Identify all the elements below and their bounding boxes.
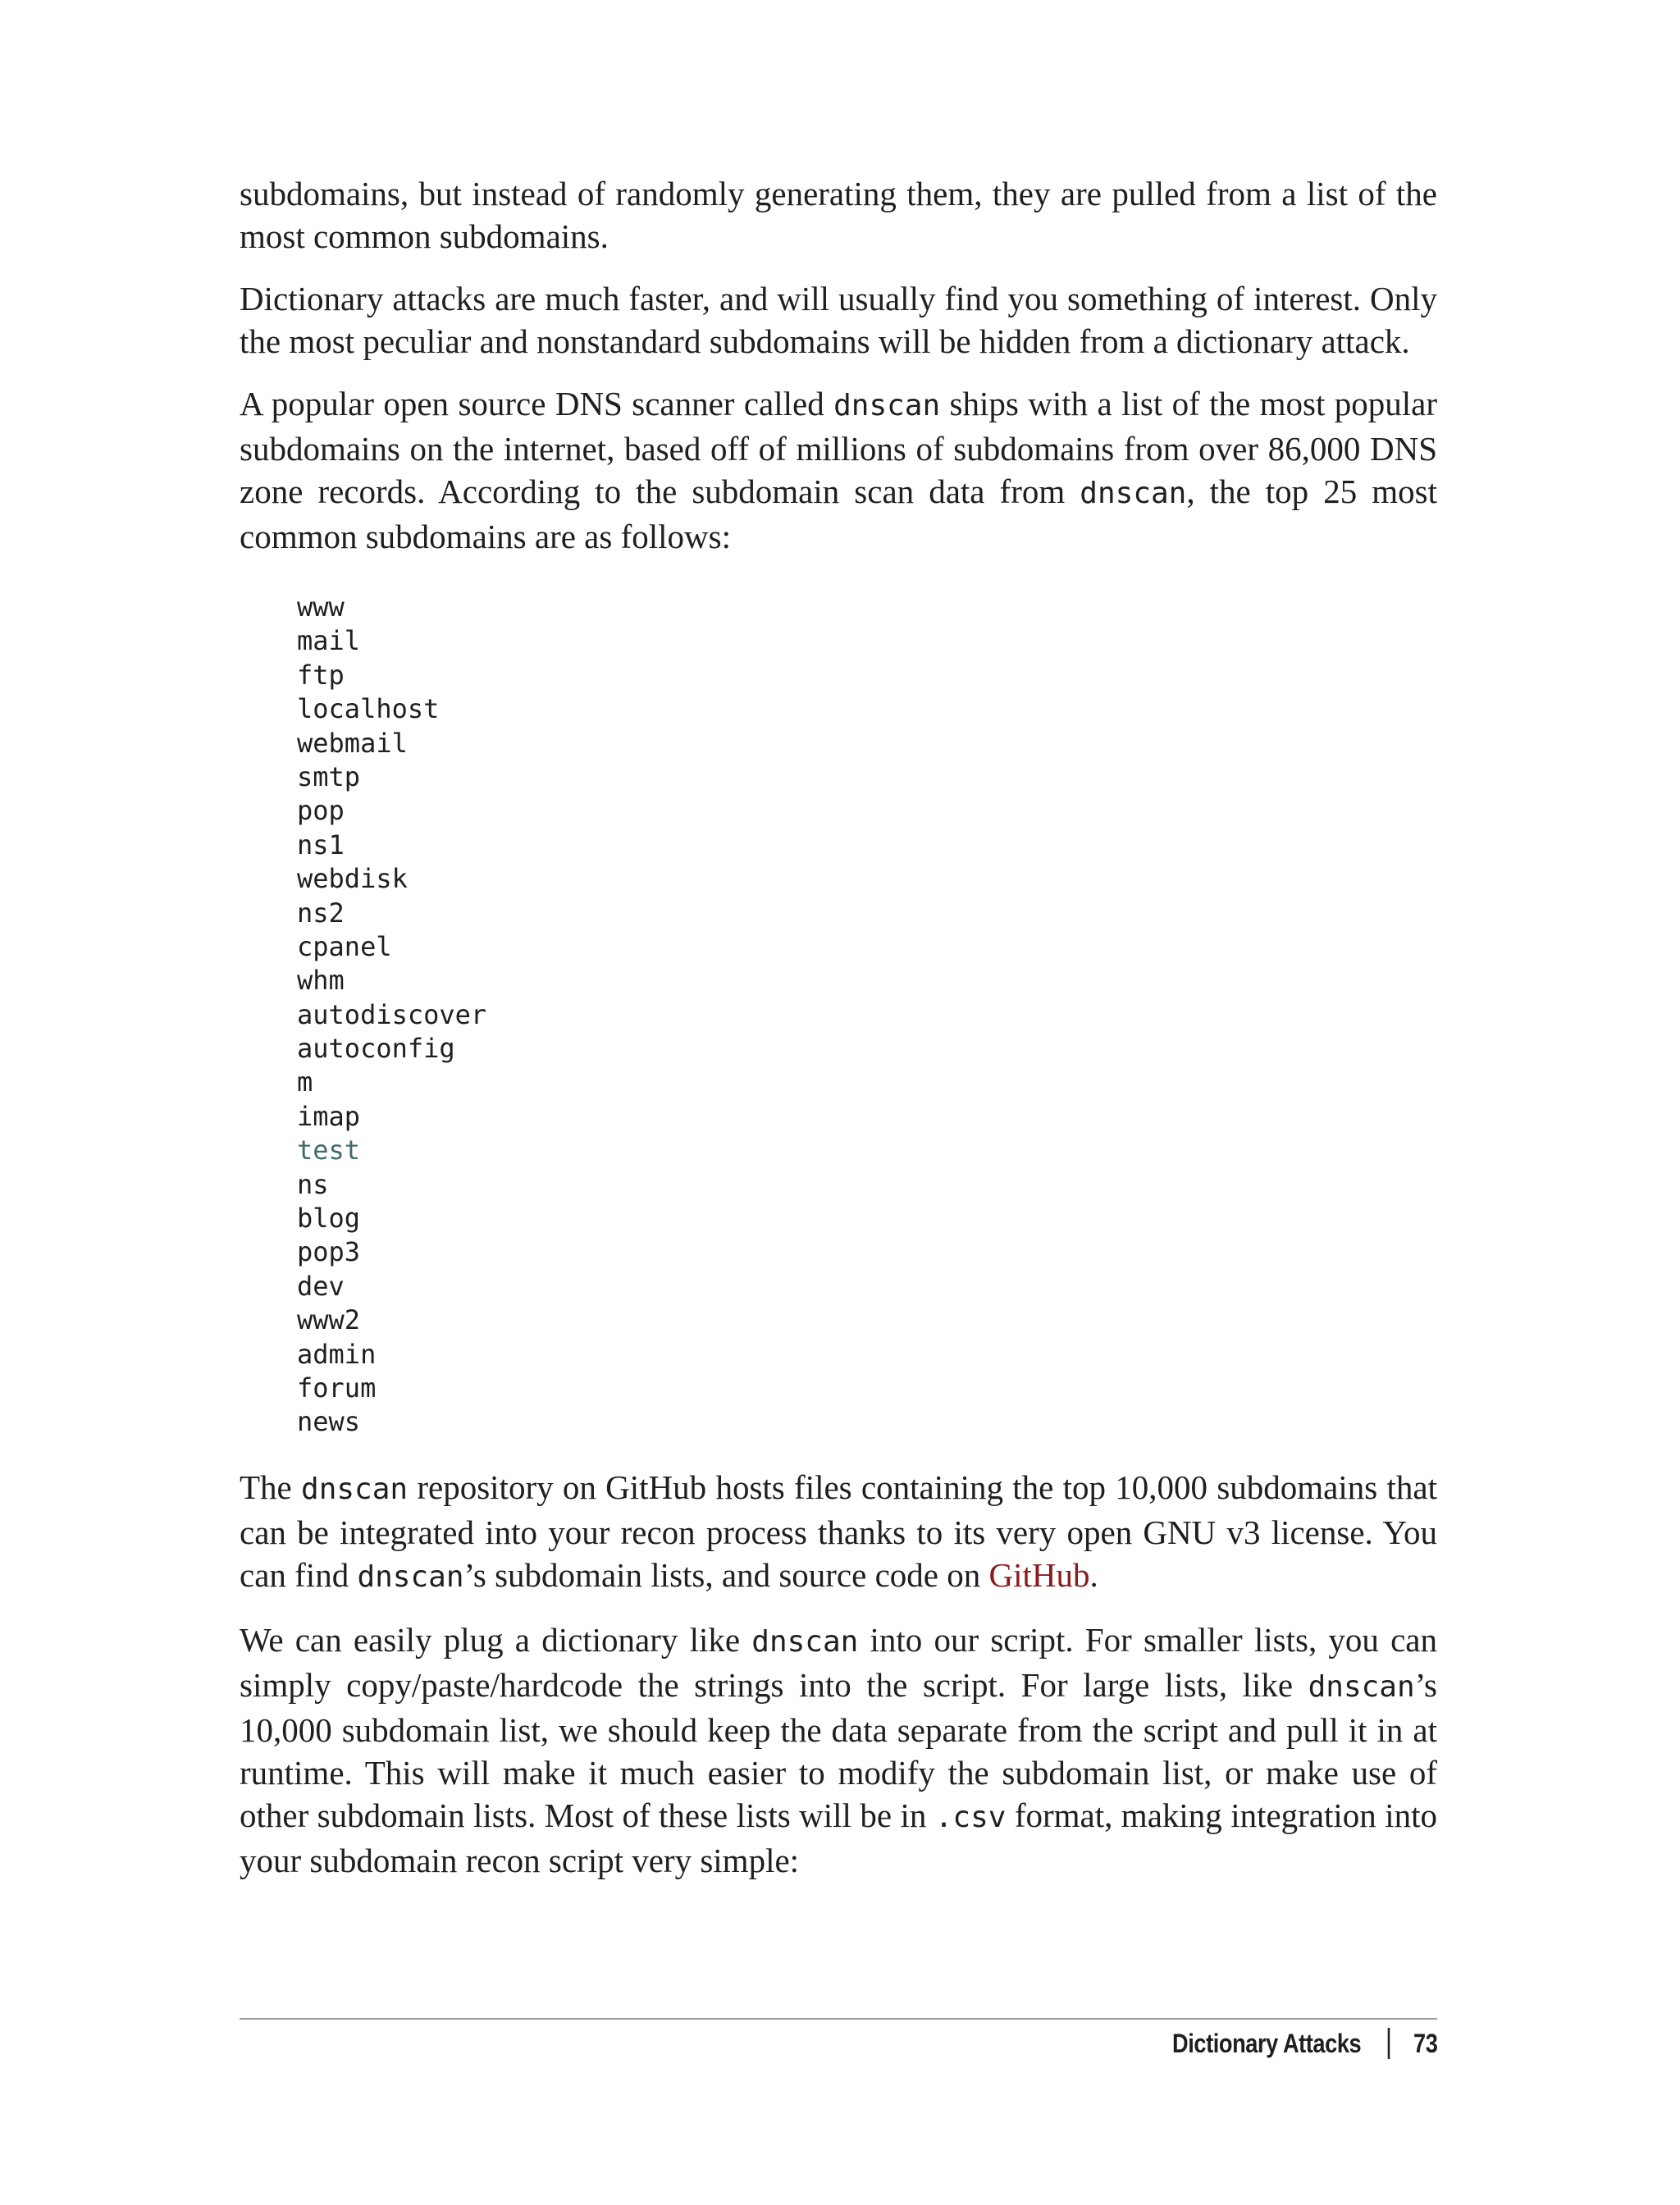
paragraph-text: , the top 25 most common subdomains are as follows:: [240, 472, 1438, 555]
subdomain-item: smtp: [297, 760, 361, 792]
subdomain-item: autodiscover: [297, 998, 487, 1030]
page-footer: [1172, 2028, 1437, 2059]
subdomain-item: ns: [297, 1168, 329, 1200]
inline-code: dnscan: [751, 1624, 859, 1659]
paragraph-text: .: [1089, 1555, 1098, 1594]
paragraph-text: ’s subdomain lists, and source code on: [463, 1555, 989, 1594]
paragraph-text: Dictionary attacks are much faster, and will usually find you something of interest. Only the most peculiar and nonstandard subdomains will be hidden from a dictionary attack.: [240, 280, 1437, 360]
page-content: [240, 172, 1437, 1901]
subdomain-item: webdisk: [297, 863, 408, 895]
subdomain-item: cpanel: [297, 930, 392, 962]
inline-code: .csv: [934, 1800, 1007, 1834]
paragraph-plug-dictionary: [240, 1618, 1437, 1882]
subdomain-item: www: [297, 591, 345, 623]
paragraph-text: We can easily plug a dictionary like: [240, 1620, 752, 1659]
paragraph-text: subdomains, but instead of randomly generating them, they are pulled from a list of the most common subdomains.: [240, 175, 1437, 255]
subdomain-item: ns2: [297, 897, 345, 929]
page-number: 73: [1413, 2028, 1437, 2058]
paragraph-text: repository on GitHub hosts files containing the top 10,000 subdomains that can be integrated into your recon process thanks to its very open GNU v3 license. You can find: [240, 1468, 1437, 1594]
paragraph-text: A popular open source DNS scanner called: [240, 385, 834, 422]
subdomain-item: ftp: [297, 659, 345, 691]
paragraph-text: The: [240, 1468, 302, 1506]
subdomain-item: autoconfig: [297, 1033, 455, 1065]
subdomain-item: m: [297, 1066, 313, 1098]
running-section-title: Dictionary Attacks: [1171, 2028, 1361, 2058]
paragraph-text: ’s 10,000 subdomain list, we should keep the data separate from the script and pull it in at runtime. This will make it much easier to modify the subdomain list, or make use of other subdomain lists. Most of these lists will be in: [240, 1665, 1437, 1834]
subdomain-item: dev: [297, 1270, 345, 1302]
paragraph-text: format, making integration into your subdomain recon script very simple:: [240, 1796, 1437, 1879]
subdomain-item: blog: [297, 1203, 361, 1235]
inline-code: dnscan: [1308, 1669, 1415, 1704]
inline-code: dnscan: [301, 1472, 409, 1506]
paragraph-text: into our script. For smaller lists, you can simply copy/paste/hardcode the strings into the script. For large lists, like: [240, 1620, 1437, 1704]
subdomain-item: www2: [297, 1304, 361, 1336]
paragraph-text: ships with a list of the most popular subdomains on the internet, based off of millions of subdomains from over 86,000 DNS zone records. According to the subdomain scan data from: [240, 385, 1437, 510]
paragraph-dictionary-attacks: [240, 277, 1437, 363]
subdomain-item: localhost: [297, 693, 440, 725]
paragraph-intro: [240, 172, 1437, 258]
subdomain-item: admin: [297, 1338, 377, 1370]
github-link[interactable]: GitHub: [988, 1555, 1090, 1594]
subdomain-item: news: [297, 1406, 361, 1438]
inline-code: dnscan: [833, 389, 941, 422]
subdomain-item: pop: [297, 795, 345, 827]
subdomain-code-list: [297, 591, 1437, 1440]
paragraph-dnscan-intro: [240, 382, 1437, 558]
footer-divider: [240, 2018, 1437, 2020]
paragraph-dnscan-repo: [240, 1466, 1437, 1599]
inline-code: dnscan: [357, 1559, 464, 1594]
subdomain-item: pop3: [297, 1236, 361, 1268]
subdomain-item: mail: [297, 625, 361, 657]
subdomain-item: ns1: [297, 829, 345, 861]
subdomain-item: imap: [297, 1100, 361, 1132]
footer-separator: [1387, 2028, 1390, 2059]
subdomain-item: test: [297, 1134, 361, 1166]
subdomain-item: webmail: [297, 727, 408, 759]
inline-code: dnscan: [1080, 477, 1187, 510]
subdomain-item: forum: [297, 1372, 377, 1404]
subdomain-item: whm: [297, 965, 345, 997]
